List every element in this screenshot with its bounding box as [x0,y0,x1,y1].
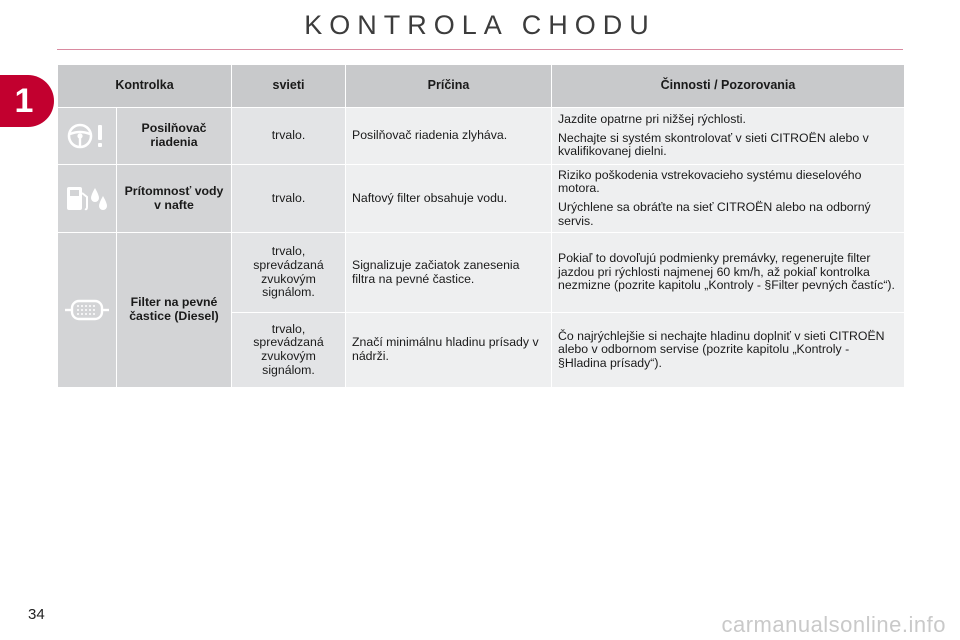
row-cause: Signalizuje začiatok zanesenia filtra na pevné častice. [346,233,552,313]
page-title: KONTROLA CHODU [304,10,656,40]
header-cinnosti: Činnosti / Pozorovania [552,65,905,108]
header-kontrolka: Kontrolka [58,65,232,108]
table-row [58,108,905,165]
particle-filter-icon [64,296,110,324]
row-name: Posilňovač riadenia [117,108,232,165]
watermark: carmanualsonline.info [721,612,946,637]
page-number: 34 [28,606,45,623]
row-cause: Značí minimálnu hladinu prísady v nádrži. [346,313,552,388]
row-actions [552,165,905,233]
row-cause: Posilňovač riadenia zlyháva. [346,108,552,165]
row-cause: Naftový filter obsahuje vodu. [346,165,552,233]
row-state: trvalo. [232,165,346,233]
row-actions [552,313,905,388]
action-text: Riziko poškodenia vstrekovacieho systému dieselového motora. [558,167,862,196]
steering-warning-icon [64,120,110,152]
action-text: Čo najrýchlejšie si nechajte hladinu doplniť v sieti CITROËN alebo v odbornom servise (pozrite kapitolu „Kontroly - §Hladina prísady“). [558,328,885,370]
warning-lights-table [57,64,905,388]
row-name: Prítomnosť vody v nafte [117,165,232,233]
icon-cell [58,233,117,388]
row-actions [552,108,905,165]
header-pricina: Príčina [346,65,552,108]
row-state: trvalo, sprevádzaná zvukovým signálom. [232,313,346,388]
table-header-row [58,65,905,108]
action-text: Pokiaľ to dovoľujú podmienky premávky, regenerujte filter jazdou pri rýchlosti najmenej 60 km/h, až pokiaľ kontrolka nezmizne (pozrite kapitolu „Kontroly - §Filter pevných častíc“). [558,251,895,293]
header-svieti: svieti [232,65,346,108]
table-row [58,233,905,313]
title-divider [57,49,903,50]
action-text: Jazdite opatrne pri nižšej rýchlosti. [558,112,746,127]
icon-cell [58,165,117,233]
row-name: Filter na pevné častice (Diesel) [117,233,232,388]
action-text: Nechajte si systém skontrolovať v sieti CITROËN alebo v kvalifikovanej dielni. [558,130,869,159]
action-text: Urýchlene sa obráťte na sieť CITROËN alebo na odborný servis. [558,200,871,228]
row-actions [552,233,905,313]
fuel-water-icon [64,183,110,215]
icon-cell [58,108,117,165]
table-row [58,165,905,233]
chapter-tab: 1 [0,75,54,127]
row-state: trvalo, sprevádzaná zvukovým signálom. [232,233,346,313]
row-state: trvalo. [232,108,346,165]
